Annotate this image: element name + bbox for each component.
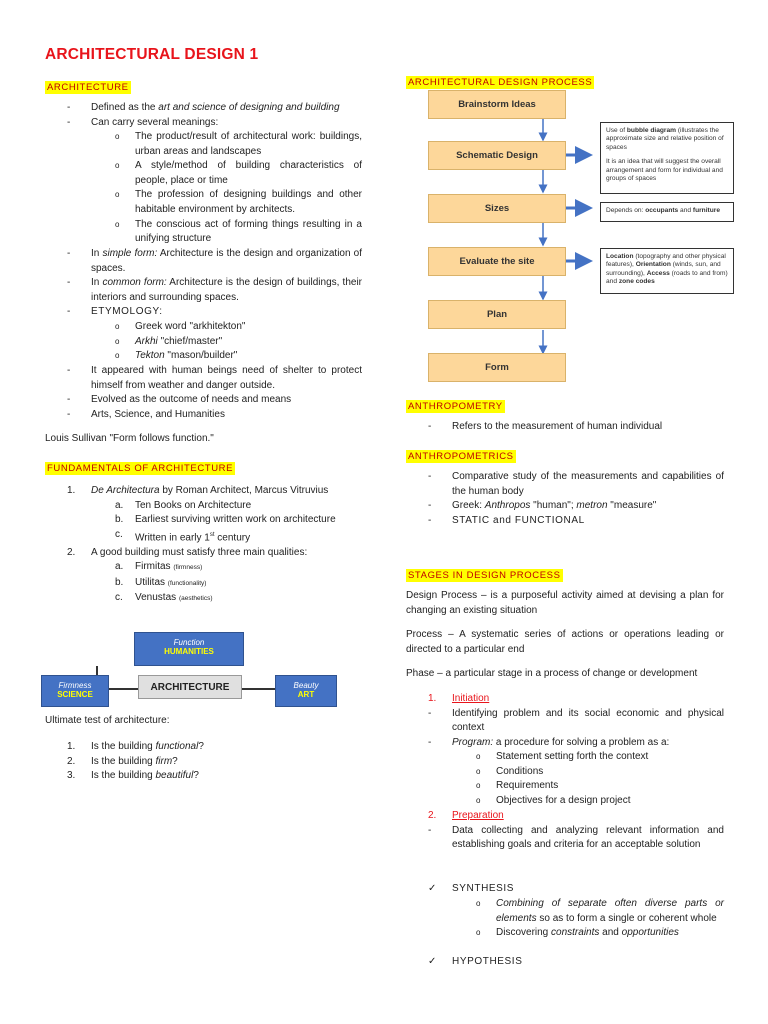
flow-step-schematic: Schematic Design — [428, 141, 566, 170]
list-item: - It appeared with human beings need of shelter to protect himself from weather and danger outside. — [67, 365, 362, 391]
list-item: - Program: a procedure for solving a problem as a: — [428, 736, 670, 748]
list-item: 3. Is the building beautiful? — [67, 770, 199, 782]
etymology-list — [115, 320, 362, 364]
design-process-def: Design Process – is a purposeful activity aimed at devising a plan for changing an existing situation — [406, 590, 724, 616]
anthropometrics-heading: ANTHROPOMETRICS — [408, 451, 514, 462]
list-item: c. Written in early 1st century — [115, 528, 251, 544]
flow-step-plan: Plan — [428, 300, 566, 329]
list-item: o A style/method of building characteristics of people, place or time — [115, 160, 362, 186]
flowchart-arrows — [400, 85, 600, 385]
list-item: o Conditions — [476, 765, 544, 777]
list-item: - Identifying problem and its social economic and physical context — [428, 707, 724, 734]
diagram-architecture-box: ARCHITECTURE — [138, 675, 242, 699]
list-item: o Tekton "mason/builder" — [115, 350, 238, 362]
phase-def: Phase – a particular stage in a process of change or development — [406, 668, 698, 679]
list-item: - Comparative study of the measurements and capabilities of the human body — [428, 471, 724, 497]
initiation-section — [428, 692, 724, 750]
check-icon: ✓ — [428, 883, 437, 894]
fundamentals-list — [67, 484, 367, 607]
ultimate-test-label: Ultimate test of architecture: — [45, 715, 170, 726]
list-item: o Arkhi "chief/master" — [115, 335, 223, 347]
list-item: 1. Is the building functional? — [67, 741, 204, 752]
list-item: c. Venustas (aesthetics) — [115, 592, 213, 604]
page-title: ARCHITECTURAL DESIGN 1 — [45, 46, 259, 63]
list-item: a. Firmitas (firmness) — [115, 561, 203, 573]
list-item: a. Ten Books on Architecture — [115, 499, 252, 511]
diagram-function-box: Function HUMANITIES — [134, 632, 244, 666]
list-item: o The conscious act of forming things resulting in a unifying structure — [115, 218, 362, 245]
anthropometrics-list — [428, 470, 724, 528]
list-item: 2. Is the building firm? — [67, 755, 178, 767]
list-item: - Defined as the art and science of designing and building — [67, 102, 340, 113]
list-item: ✓ SYNTHESIS — [428, 882, 724, 897]
list-item: - In common form: Architecture is the design of buildings, their interiors and surrounding spaces. — [67, 277, 362, 303]
list-item: - STATIC and FUNCTIONAL — [428, 514, 585, 526]
list-item: 1. De Architectura by Roman Architect, Marcus Vitruvius — [67, 485, 329, 496]
forms-list — [67, 247, 362, 320]
flow-step-brainstorm: Brainstorm Ideas — [428, 90, 566, 119]
sullivan-quote: Louis Sullivan "Form follows function." — [45, 433, 214, 444]
flow-step-form: Form — [428, 353, 566, 382]
list-item: o The profession of designing buildings and other habitable environment by architects. — [115, 189, 362, 215]
program-list — [476, 750, 724, 808]
architecture-list — [67, 101, 362, 130]
list-item: o Requirements — [476, 780, 559, 792]
list-item: o Combining of separate often diverse parts or elements so as to form a single or coherent whole — [476, 898, 724, 924]
list-item: 2. A good building must satisfy three main qualities: — [67, 546, 308, 558]
architecture-heading: ARCHITECTURE — [47, 82, 129, 93]
list-item: o Greek word "arkhitekton" — [115, 321, 246, 332]
stages-heading: STAGES IN DESIGN PROCESS — [408, 570, 561, 581]
schematic-note: Use of bubble diagram (illustrates the approximate size and relative position of spaces It is an idea that will suggest the overall arrangement and form for individual and groups of spaces — [600, 122, 734, 194]
list-item: - ETYMOLOGY: — [67, 306, 163, 318]
list-item: - Greek: Anthropos "human"; metron "measure" — [428, 500, 657, 512]
diagram-beauty-box: Beauty ART — [275, 675, 337, 707]
list-item: ✓ HYPOTHESIS — [428, 955, 724, 970]
list-item: - Evolved as the outcome of needs and means — [67, 394, 292, 406]
list-item: b. Utilitas (functionality) — [115, 576, 207, 588]
process-def: Process – A systematic series of actions or operations leading or directed to a particular end — [406, 629, 724, 655]
list-item: 2. Preparation — [428, 810, 504, 821]
flow-step-evaluate: Evaluate the site — [428, 247, 566, 276]
hypothesis-section — [428, 955, 724, 970]
diagram-firmness-box: Firmness SCIENCE — [41, 675, 109, 707]
preparation-section — [428, 809, 724, 853]
synthesis-section — [428, 882, 724, 897]
list-item: o Statement setting forth the context — [476, 751, 649, 762]
site-note: Location (topography and other physical features), Orientation (winds, sun, and surrounding), Access (roads to and from) and zone codes — [600, 248, 734, 294]
anthropometry-heading: ANTHROPOMETRY — [408, 401, 503, 412]
fundamentals-heading: FUNDAMENTALS OF ARCHITECTURE — [47, 463, 234, 474]
list-item: - Refers to the measurement of human individual — [428, 421, 663, 432]
list-item: o Objectives for a design project — [476, 794, 631, 806]
list-item: - Arts, Science, and Humanities — [67, 408, 225, 420]
list-item: - In simple form: Architecture is the design and organization of spaces. — [67, 248, 362, 274]
sizes-note: Depends on: occupants and furniture — [600, 202, 734, 222]
list-item: 1. Initiation — [428, 693, 490, 704]
meanings-list — [115, 130, 362, 247]
list-item: o Discovering constraints and opportunities — [476, 927, 679, 939]
ultimate-tests-list — [67, 740, 327, 784]
flow-step-sizes: Sizes — [428, 194, 566, 223]
list-item: - Data collecting and analyzing relevant information and establishing goals and criteria for an acceptable solution — [428, 824, 724, 851]
check-icon: ✓ — [428, 956, 437, 967]
anthropometry-list — [428, 420, 724, 435]
list-item: o The product/result of architectural work: buildings, urban areas and landscapes — [115, 131, 362, 157]
list-item: - Can carry several meanings: — [67, 116, 219, 128]
synthesis-list — [476, 897, 724, 941]
evolution-list — [67, 364, 362, 422]
list-item: b. Earliest surviving written work on architecture — [115, 514, 336, 526]
design-process-heading: ARCHITECTURAL DESIGN PROCESS — [408, 77, 593, 88]
